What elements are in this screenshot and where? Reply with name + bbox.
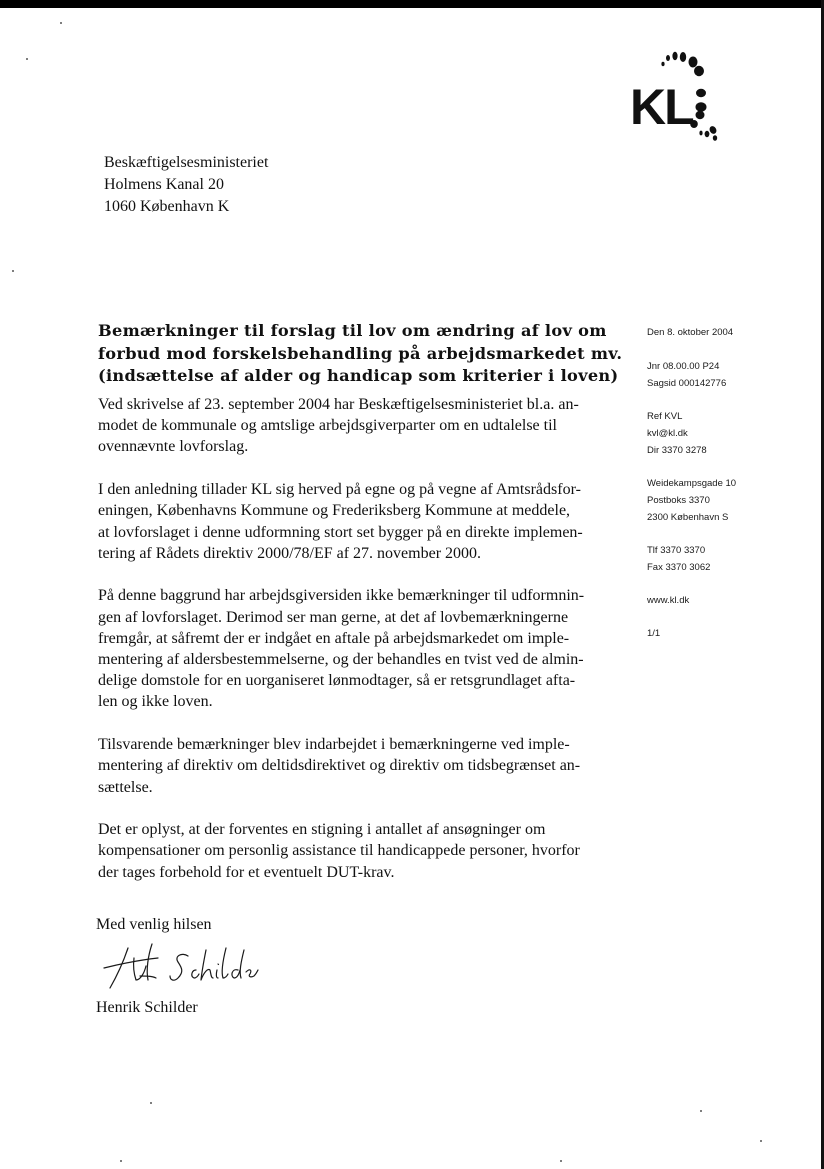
body-paragraph	[98, 394, 618, 458]
body-line: mentering af direktiv om deltidsdirektivet og direktiv om tidsbegrænset an-	[98, 757, 581, 775]
body-line: at lovforslaget i denne udformning stort set bygger på en direkte implemen-	[98, 523, 583, 541]
scan-speck	[120, 1160, 122, 1162]
signature-icon	[100, 936, 260, 992]
phone-number: Tlf 3370 3370	[647, 545, 706, 556]
reference: Ref KVL	[647, 411, 683, 422]
recipient-line: 1060 København K	[104, 198, 230, 215]
recipient-line: Beskæftigelsesministeriet	[104, 154, 269, 171]
scan-speck	[60, 22, 62, 24]
body-line: kompensationer om personlig assistance til handicappede personer, hvorfor	[98, 842, 580, 860]
recipient-line: Holmens Kanal 20	[104, 176, 224, 193]
letter-body	[98, 394, 618, 904]
subject-line: Bemærkninger til forslag til lov om ændring af lov om	[98, 321, 607, 340]
body-paragraph	[98, 479, 618, 564]
scan-top-edge	[0, 0, 824, 8]
body-paragraph	[98, 734, 618, 798]
case-id: Sagsid 000142776	[647, 378, 727, 389]
body-line: len og ikke loven.	[98, 693, 213, 711]
scan-speck	[700, 1110, 702, 1112]
body-line: mentering af aldersbestemmelserne, og der behandles en tvist ved de almin-	[98, 651, 584, 669]
body-paragraph	[98, 585, 618, 712]
body-line: I den anledning tillader KL sig herved på egne og på vegne af Amtsrådsfor-	[98, 481, 581, 499]
body-line: Ved skrivelse af 23. september 2004 har Beskæftigelsesministeriet bl.a. an-	[98, 396, 579, 413]
letter-subject	[98, 320, 623, 388]
contact-email: kvl@kl.dk	[647, 428, 688, 439]
fax-number: Fax 3370 3062	[647, 562, 711, 573]
website: www.kl.dk	[647, 595, 690, 606]
body-paragraph	[98, 819, 618, 883]
subject-line: forbud mod forskelsbehandling på arbejdsmarkedet mv.	[98, 343, 623, 363]
scan-speck	[26, 58, 28, 60]
body-line: der tages forbehold for et eventuelt DUT-krav.	[98, 863, 395, 881]
body-line: tering af Rådets direktiv 2000/78/EF af 27. november 2000.	[98, 544, 482, 562]
body-line: Tilsvarende bemærkninger blev indarbejdet i bemærkningerne ved imple-	[98, 736, 570, 754]
street-address: Weidekampsgade 10	[647, 478, 737, 489]
body-line: eningen, Københavns Kommune og Frederiksberg Kommune at meddele,	[98, 502, 571, 520]
handwritten-signature	[100, 936, 260, 997]
body-line: sættelse.	[98, 778, 153, 796]
letter-date: Den 8. oktober 2004	[647, 327, 734, 338]
po-box: Postboks 3370	[647, 495, 710, 506]
postal-city: 2300 København S	[647, 512, 729, 523]
page-count: 1/1	[647, 628, 661, 639]
body-line: delige domstole for en uorganiseret lønmodtager, så er retsgrundlaget afta-	[98, 672, 576, 690]
signatory-name: Henrik Schilder	[96, 999, 198, 1016]
body-line: modet de kommunale og amtslige arbejdsgiverparter om en udtalelse til	[98, 417, 557, 435]
scan-speck	[560, 1160, 562, 1162]
body-line: På denne baggrund har arbejdsgiversiden ikke bemærkninger til udformnin-	[98, 587, 585, 605]
body-line: gen af lovforslaget. Derimod ser man gerne, at det af lovbemærkningerne	[98, 608, 569, 626]
journal-number: Jnr 08.00.00 P24	[647, 361, 720, 372]
scan-speck	[760, 1140, 762, 1142]
body-line: ovennævnte lovforslag.	[98, 438, 249, 456]
kl-logo	[630, 44, 740, 144]
body-line: Det er oplyst, at der forventes en stigning i antallet af ansøgninger om	[98, 821, 546, 839]
scan-speck	[12, 270, 14, 272]
logo-text: KL	[630, 79, 693, 135]
body-line: fremgår, at såfremt der er indgået en aftale på arbejdsmarkedet om imple-	[98, 629, 570, 647]
direct-phone: Dir 3370 3278	[647, 445, 707, 456]
recipient-address	[104, 152, 268, 218]
scan-speck	[150, 1102, 152, 1104]
subject-line: (indsættelse af alder og handicap som kriterier i loven)	[98, 366, 619, 385]
closing-greeting: Med venlig hilsen	[96, 916, 212, 933]
